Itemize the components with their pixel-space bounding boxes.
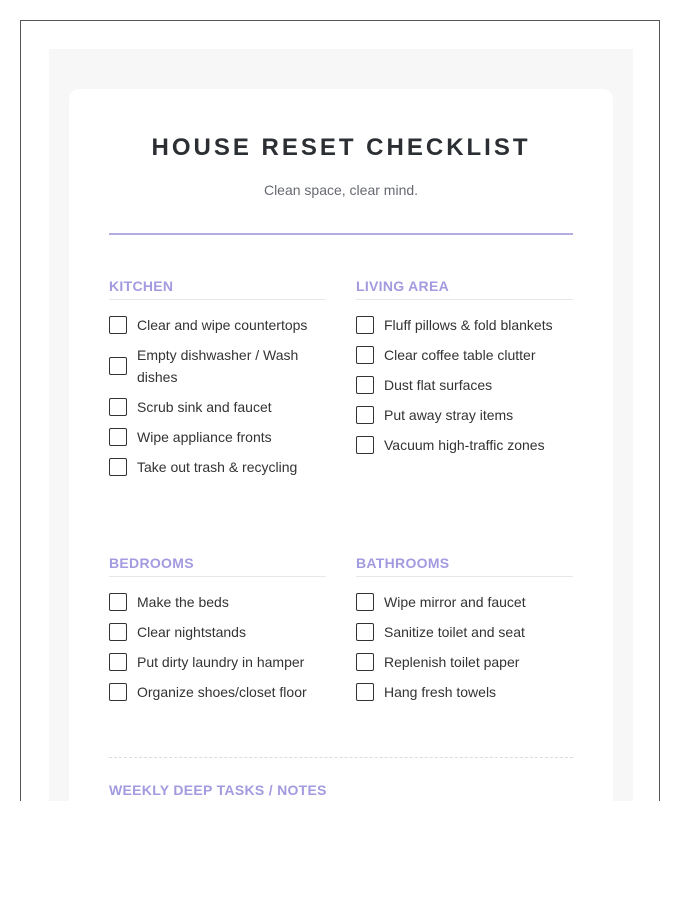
checkbox[interactable] bbox=[356, 406, 374, 424]
checkbox[interactable] bbox=[109, 458, 127, 476]
checkbox[interactable] bbox=[356, 316, 374, 334]
list-item[interactable] bbox=[356, 434, 573, 456]
checkbox[interactable] bbox=[109, 398, 127, 416]
list-item[interactable] bbox=[356, 344, 573, 366]
section-title-bathrooms: BATHROOMS bbox=[356, 555, 573, 577]
bathrooms-list bbox=[356, 591, 573, 703]
kitchen-list bbox=[109, 314, 326, 478]
list-item[interactable] bbox=[109, 314, 326, 336]
section-divider bbox=[109, 757, 573, 758]
checkbox[interactable] bbox=[356, 593, 374, 611]
list-item[interactable] bbox=[356, 404, 573, 426]
list-item[interactable] bbox=[356, 314, 573, 336]
item-label: Empty dishwasher / Wash dishes bbox=[137, 347, 299, 385]
item-label: Clear coffee table clutter bbox=[384, 347, 536, 363]
living-area-list bbox=[356, 314, 573, 456]
checkbox[interactable] bbox=[356, 623, 374, 641]
checkbox[interactable] bbox=[356, 683, 374, 701]
checkbox[interactable] bbox=[109, 623, 127, 641]
item-label: Put away stray items bbox=[384, 407, 514, 423]
item-label: Fluff pillows & fold blankets bbox=[384, 317, 553, 333]
section-bathrooms bbox=[356, 555, 573, 711]
list-item[interactable] bbox=[356, 681, 573, 703]
item-label: Sanitize toilet and seat bbox=[384, 624, 525, 640]
section-title-kitchen: KITCHEN bbox=[109, 278, 326, 300]
checkbox[interactable] bbox=[109, 357, 127, 375]
section-kitchen bbox=[109, 278, 326, 486]
checklist-card bbox=[69, 89, 613, 801]
checkbox[interactable] bbox=[356, 346, 374, 364]
checkbox[interactable] bbox=[109, 653, 127, 671]
list-item[interactable] bbox=[109, 681, 326, 703]
list-item[interactable] bbox=[356, 591, 573, 613]
bedrooms-list bbox=[109, 591, 326, 703]
item-label: Organize shoes/closet floor bbox=[137, 684, 307, 700]
section-title-weekly: WEEKLY DEEP TASKS / NOTES bbox=[109, 782, 573, 801]
section-title-bedrooms: BEDROOMS bbox=[109, 555, 326, 577]
item-label: Scrub sink and faucet bbox=[137, 399, 272, 415]
item-label: Dust flat surfaces bbox=[384, 377, 493, 393]
page-frame bbox=[20, 20, 660, 801]
list-item[interactable] bbox=[109, 426, 326, 448]
item-label: Vacuum high-traffic zones bbox=[384, 437, 545, 453]
list-item[interactable] bbox=[356, 651, 573, 673]
section-living-area bbox=[356, 278, 573, 464]
checkbox[interactable] bbox=[109, 593, 127, 611]
list-item[interactable] bbox=[109, 651, 326, 673]
list-item[interactable] bbox=[356, 621, 573, 643]
section-title-living-area: LIVING AREA bbox=[356, 278, 573, 300]
checkbox[interactable] bbox=[109, 316, 127, 334]
item-label: Take out trash & recycling bbox=[137, 459, 298, 475]
item-label: Clear and wipe countertops bbox=[137, 317, 308, 333]
item-label: Put dirty laundry in hamper bbox=[137, 654, 305, 670]
item-label: Replenish toilet paper bbox=[384, 654, 520, 670]
section-bedrooms bbox=[109, 555, 326, 711]
title-divider bbox=[109, 233, 573, 235]
checkbox[interactable] bbox=[356, 376, 374, 394]
item-label: Wipe appliance fronts bbox=[137, 429, 272, 445]
checkbox[interactable] bbox=[109, 428, 127, 446]
list-item[interactable] bbox=[356, 374, 573, 396]
page-title: HOUSE RESET CHECKLIST bbox=[151, 134, 531, 161]
item-label: Wipe mirror and faucet bbox=[384, 594, 526, 610]
page-subtitle: Clean space, clear mind. bbox=[263, 182, 419, 198]
list-item[interactable] bbox=[109, 344, 326, 388]
checkbox[interactable] bbox=[356, 436, 374, 454]
list-item[interactable] bbox=[109, 621, 326, 643]
list-item[interactable] bbox=[109, 456, 326, 478]
checkbox[interactable] bbox=[356, 653, 374, 671]
list-item[interactable] bbox=[109, 591, 326, 613]
item-label: Make the beds bbox=[137, 594, 229, 610]
item-label: Clear nightstands bbox=[137, 624, 246, 640]
checkbox[interactable] bbox=[109, 683, 127, 701]
list-item[interactable] bbox=[109, 396, 326, 418]
item-label: Hang fresh towels bbox=[384, 684, 497, 700]
